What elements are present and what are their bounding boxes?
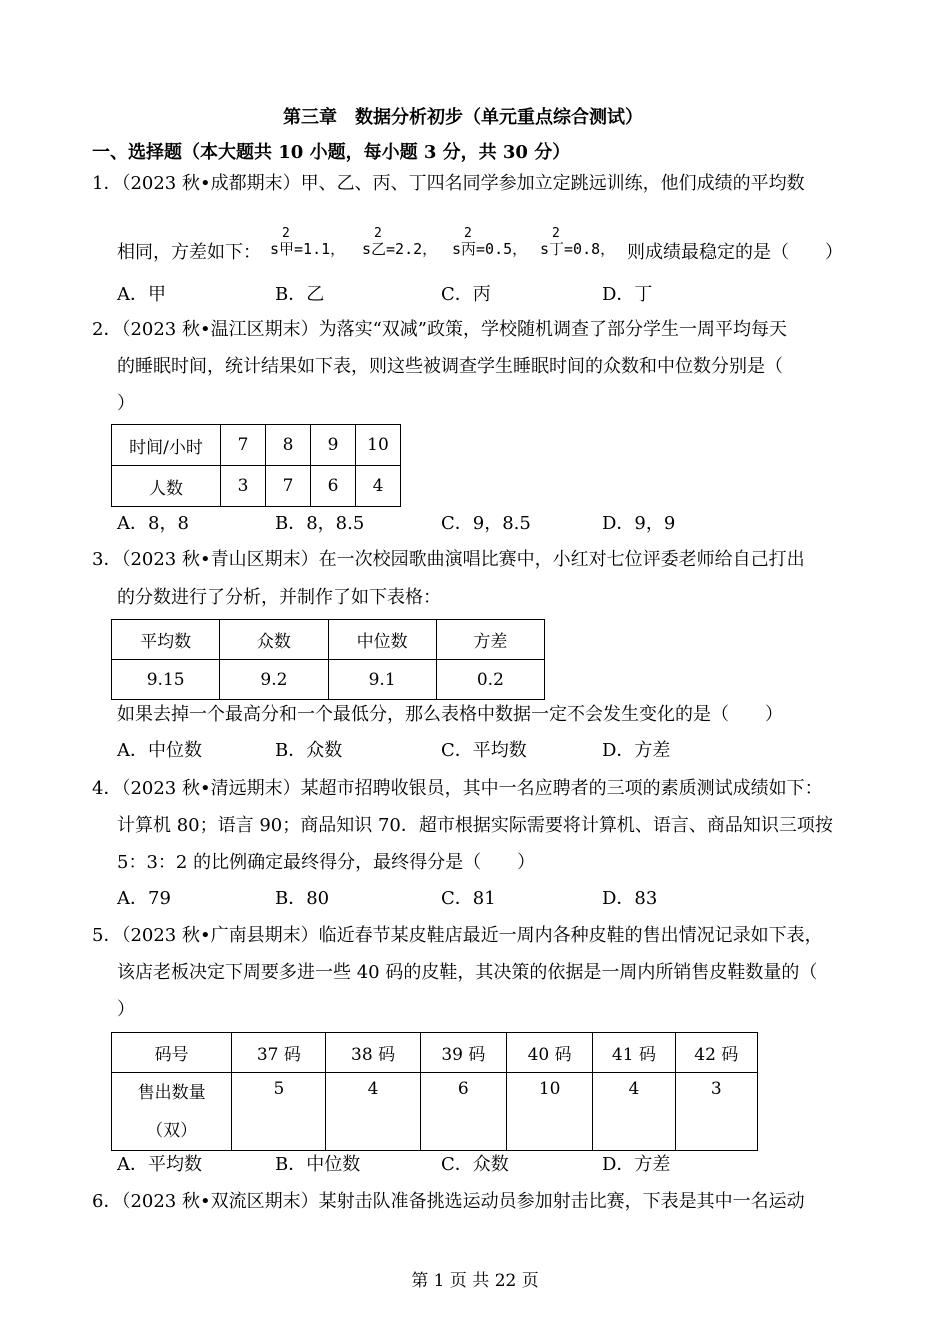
page-footer: 第 1 页 共 22 页 (411, 1271, 539, 1291)
q4-option-c[interactable]: C．81 (441, 888, 496, 909)
table-cell: 7 (266, 466, 311, 507)
table-cell: 9 (311, 425, 356, 466)
q1-line2-suffix: 则成绩最稳定的是（ ） (627, 242, 843, 263)
table-cell: 人数 (112, 466, 221, 507)
table-cell: 0.2 (436, 660, 544, 700)
q5-table (111, 1032, 758, 1151)
table-cell: 37 码 (232, 1033, 326, 1073)
q5-option-b[interactable]: B．中位数 (275, 1154, 361, 1175)
q1-option-c[interactable]: C．丙 (441, 284, 491, 305)
q1-option-d[interactable]: D．丁 (602, 284, 653, 305)
table-cell: 41 码 (593, 1033, 675, 1073)
q5-line3: ） (117, 999, 135, 1020)
q5-option-c[interactable]: C．众数 (441, 1154, 509, 1175)
q3-option-c[interactable]: C．平均数 (441, 740, 527, 761)
q2-line3: ） (117, 393, 135, 414)
q4-line2: 计算机 80；语言 90；商品知识 70．超市根据实际需要将计算机、语言、商品知识三项按 (117, 815, 833, 836)
table-cell: 4 (356, 466, 401, 507)
q4-line1: 4．（2023 秋•清远期末）某超市招聘收银员，其中一名应聘者的三项的素质测试成绩如下： (92, 778, 823, 799)
q2-option-a[interactable]: A．8，8 (117, 513, 189, 534)
q4-line3: 5：3：2 的比例确定最终得分，最终得分是（ ） (117, 852, 536, 873)
table-cell: 42 码 (675, 1033, 757, 1073)
q1-option-a[interactable]: A．甲 (117, 284, 166, 305)
table-row-label (112, 1073, 232, 1151)
table-cell: 9.1 (328, 660, 436, 700)
row-label-line1: 售出数量 (137, 1082, 206, 1103)
q3-line1: 3．（2023 秋•青山区期末）在一次校园歌曲演唱比赛中，小红对七位评委老师给自己打出 (92, 549, 805, 570)
table-row (112, 620, 545, 660)
q1-line2-prefix: 相同，方差如下： (117, 242, 261, 263)
table-cell: 9.2 (220, 660, 328, 700)
table-cell: 平均数 (112, 620, 220, 660)
q2-line1: 2．（2023 秋•温江区期末）为落实“双减”政策，学校随机调查了部分学生一周平均每天 (92, 319, 788, 340)
variance-ding: 2 s丁=0.8， (540, 226, 616, 258)
table-row (112, 466, 401, 507)
q3-line2: 的分数进行了分析，并制作了如下表格： (117, 587, 441, 608)
q3-option-d[interactable]: D．方差 (602, 740, 671, 761)
table-cell: 5 (232, 1073, 326, 1151)
table-cell: 39 码 (420, 1033, 506, 1073)
table-cell: 9.15 (112, 660, 220, 700)
q6-line1: 6．（2023 秋•双流区期末）某射击队准备挑选运动员参加射击比赛，下表是其中一名运动 (92, 1191, 805, 1212)
table-cell: 6 (420, 1073, 506, 1151)
q1-line1: 1．（2023 秋•成都期末）甲、乙、丙、丁四名同学参加立定跳远训练，他们成绩的平均数 (92, 173, 805, 194)
section-heading: 一、选择题（本大题共 10 小题，每小题 3 分，共 30 分） (92, 142, 571, 163)
table-cell: 中位数 (328, 620, 436, 660)
q3-line3: 如果去掉一个最高分和一个最低分，那么表格中数据一定不会发生变化的是（ ） (117, 704, 783, 725)
q1-option-b[interactable]: B．乙 (275, 284, 325, 305)
q5-line2: 该店老板决定下周要多进一些 40 码的皮鞋，其决策的依据是一周内所销售皮鞋数量的（ (117, 962, 818, 983)
q2-option-c[interactable]: C．9，8.5 (441, 513, 531, 534)
variance-bing: 2 s丙=0.5， (452, 226, 528, 258)
table-cell: 3 (221, 466, 266, 507)
q4-option-b[interactable]: B．80 (275, 888, 330, 909)
q5-line1: 5．（2023 秋•广南县期末）临近春节某皮鞋店最近一周内各种皮鞋的售出情况记录如下表， (92, 925, 823, 946)
table-cell: 码号 (112, 1033, 232, 1073)
variance-yi: 2 s乙=2.2， (362, 226, 438, 258)
table-cell: 3 (675, 1073, 757, 1151)
q2-line2: 的睡眠时间，统计结果如下表，则这些被调查学生睡眠时间的众数和中位数分别是（ (117, 356, 783, 377)
table-row (112, 660, 545, 700)
q4-option-a[interactable]: A．79 (117, 888, 171, 909)
q2-option-b[interactable]: B．8，8.5 (275, 513, 365, 534)
q5-option-d[interactable]: D．方差 (602, 1154, 671, 1175)
page-title: 第三章 数据分析初步（单元重点综合测试） (283, 107, 643, 128)
q2-table (111, 424, 401, 507)
q5-option-a[interactable]: A．平均数 (117, 1154, 202, 1175)
table-row (112, 1073, 758, 1151)
q3-option-b[interactable]: B．众数 (275, 740, 343, 761)
row-label-line2: （双） (146, 1120, 198, 1141)
table-row (112, 1033, 758, 1073)
table-cell: 7 (221, 425, 266, 466)
q3-option-a[interactable]: A．中位数 (117, 740, 202, 761)
table-row (112, 425, 401, 466)
table-cell: 众数 (220, 620, 328, 660)
table-cell: 4 (593, 1073, 675, 1151)
table-cell: 40 码 (506, 1033, 592, 1073)
q4-option-d[interactable]: D．83 (602, 888, 658, 909)
q3-table (111, 619, 545, 700)
table-cell: 10 (356, 425, 401, 466)
table-cell: 6 (311, 466, 356, 507)
table-cell: 4 (326, 1073, 420, 1151)
q2-option-d[interactable]: D．9，9 (602, 513, 676, 534)
table-cell: 10 (506, 1073, 592, 1151)
variance-jia: 2 s甲=1.1， (270, 226, 346, 258)
table-cell: 8 (266, 425, 311, 466)
table-cell: 时间/小时 (112, 425, 221, 466)
table-cell: 38 码 (326, 1033, 420, 1073)
table-cell: 方差 (436, 620, 544, 660)
